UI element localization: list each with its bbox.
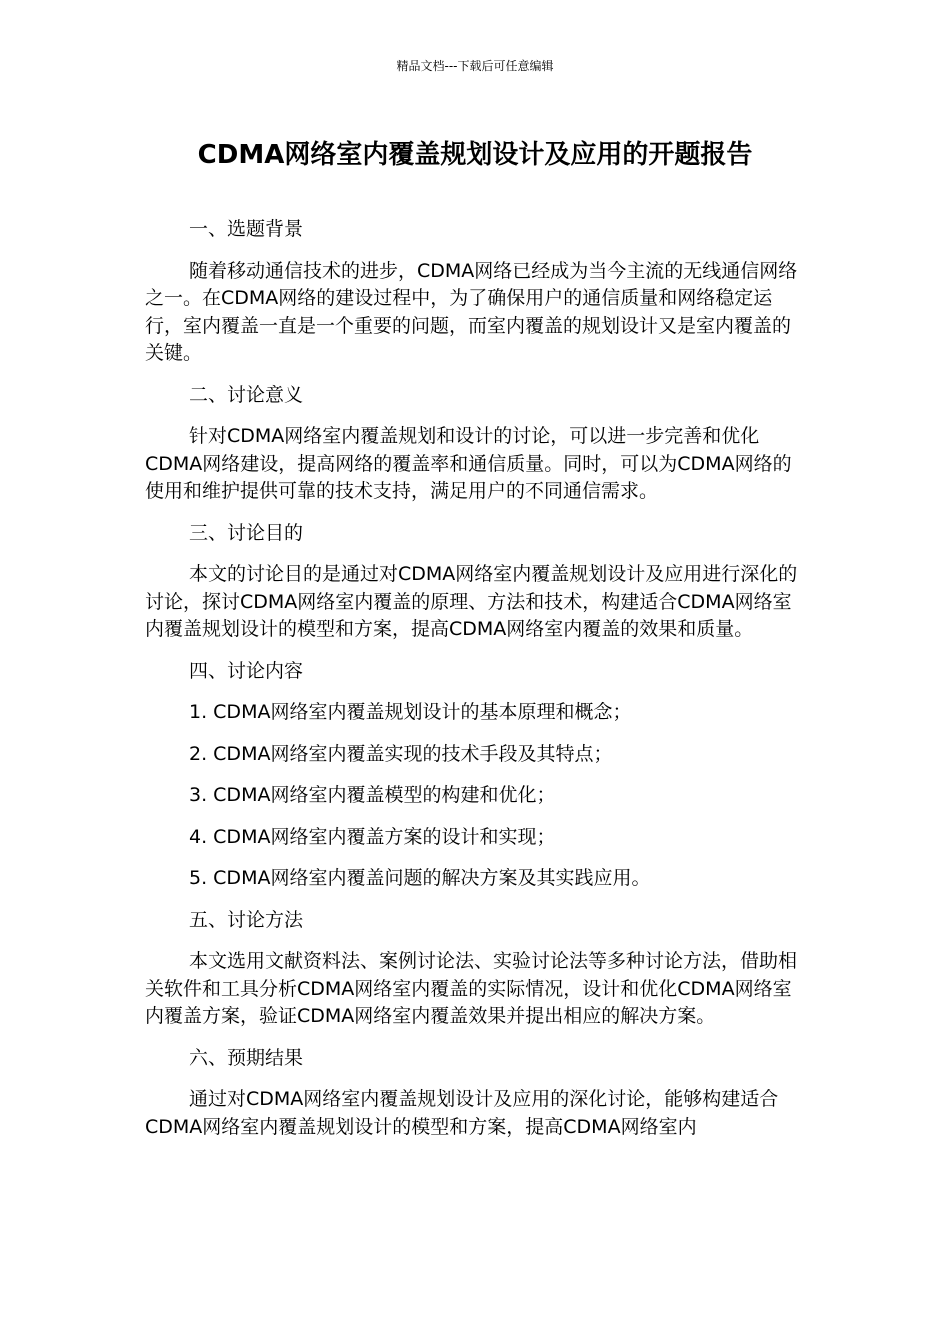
document-title: CDMA网络室内覆盖规划设计及应用的开题报告 — [197, 140, 753, 170]
list-item: 1. CDMA网络室内覆盖规划设计的基本原理和概念； — [189, 701, 632, 723]
document-body — [145, 216, 805, 1155]
page-header: 精品文档---下载后可任意编辑 — [396, 59, 554, 73]
paragraph: 本文的讨论目的是通过对CDMA网络室内覆盖规划设计及应用进行深化的讨论，探讨CDMA网络室内覆盖的原理、方法和技术，构建适合CDMA网络室内覆盖规划设计的模型和方案，提高CDMA网络室内覆盖的效果和质量。 — [145, 563, 798, 640]
list-item: 2. CDMA网络室内覆盖实现的技术手段及其特点； — [189, 742, 613, 765]
paragraph: 本文选用文献资料法、案例讨论法、实验讨论法等多种讨论方法，借助相关软件和工具分析CDMA网络室内覆盖的实际情况，设计和优化CDMA网络室内覆盖方案，验证CDMA网络室内覆盖效果并提出相应的解决方案。 — [145, 950, 798, 1027]
list-item: 3. CDMA网络室内覆盖模型的构建和优化； — [189, 784, 556, 806]
section-heading-method: 五、讨论方法 — [189, 908, 304, 931]
section-heading-purpose: 三、讨论目的 — [189, 521, 304, 544]
section-heading-background: 一、选题背景 — [189, 218, 304, 240]
list-item: 5. CDMA网络室内覆盖问题的解决方案及其实践应用。 — [189, 867, 651, 889]
paragraph: 针对CDMA网络室内覆盖规划和设计的讨论，可以进一步完善和优化CDMA网络建设，提高网络的覆盖率和通信质量。同时，可以为CDMA网络的使用和维护提供可靠的技术支持，满足用户的不同通信需求。 — [145, 425, 792, 502]
section-heading-content: 四、讨论内容 — [189, 659, 304, 682]
paragraph: 通过对CDMA网络室内覆盖规划设计及应用的深化讨论，能够构建适合CDMA网络室内覆盖规划设计的模型和方案，提高CDMA网络室内 — [145, 1088, 779, 1138]
list-item: 4. CDMA网络室内覆盖方案的设计和实现； — [189, 825, 556, 848]
paragraph: 随着移动通信技术的进步，CDMA网络已经成为当今主流的无线通信网络之一。在CDMA网络的建设过程中，为了确保用户的通信质量和网络稳定运行，室内覆盖一直是一个重要的问题，而室内覆盖的规划设计又是室内覆盖的关键。 — [145, 259, 798, 364]
section-heading-expected-results: 六、预期结果 — [189, 1046, 304, 1069]
section-heading-significance: 二、讨论意义 — [189, 383, 304, 406]
